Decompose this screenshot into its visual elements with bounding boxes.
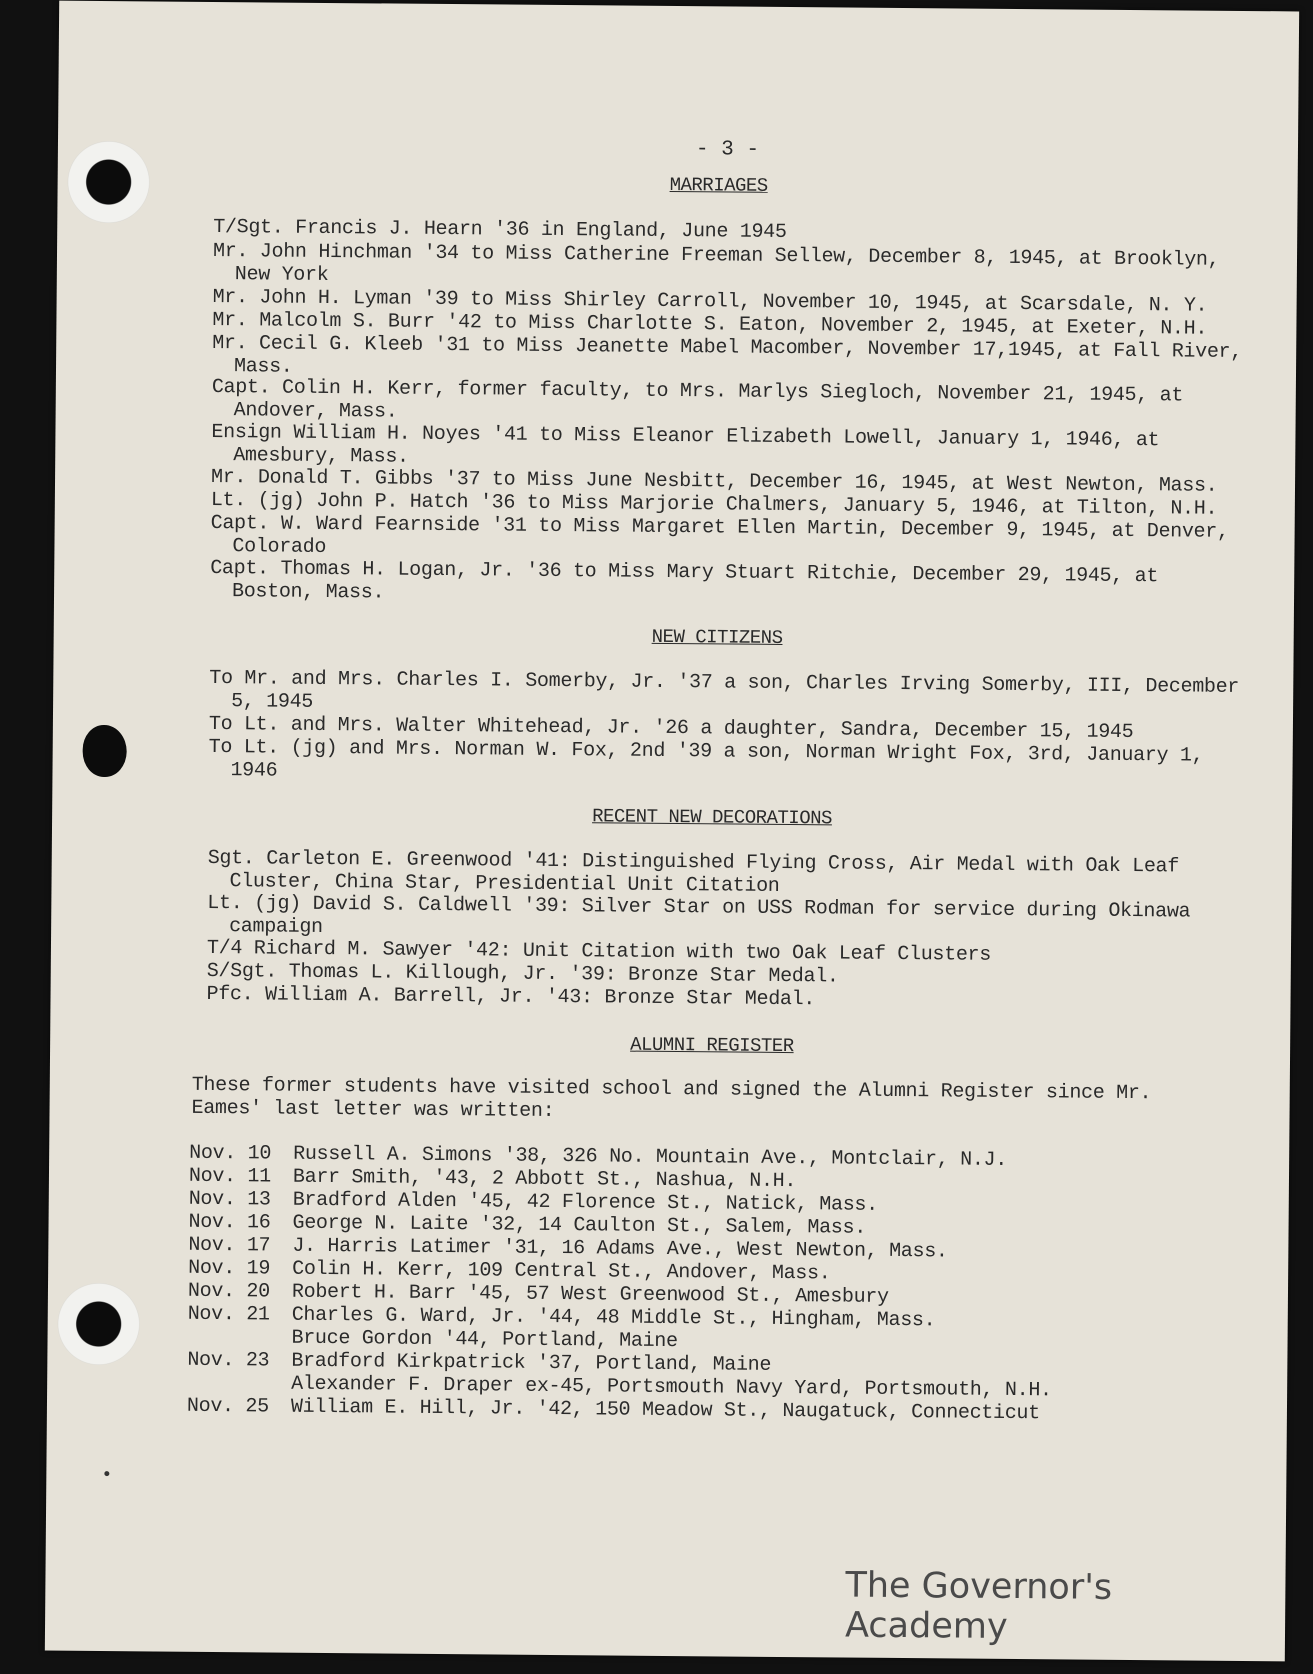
- decorations-heading: RECENT NEW DECORATIONS: [592, 805, 833, 830]
- alumni-register-heading: ALUMNI REGISTER: [630, 1033, 794, 1058]
- marriage-entry: Capt. W. Ward Fearnside '31 to Miss Margaret Ellen Martin, December 9, 1945, at Denver, Colorado: [210, 511, 1241, 559]
- register-text: J. Harris Latimer '31, 16 Adams Ave., West Newton, Mass.: [292, 1234, 948, 1264]
- marriage-entry: Lt. (jg) John P. Hatch '36 to Miss Marjorie Chalmers, January 5, 1946, at Tilton, N.H.: [210, 488, 1218, 521]
- marriage-entry: T/Sgt. Francis J. Hearn '36 in England, June 1945: [213, 215, 787, 244]
- document-page: [45, 1, 1299, 1662]
- register-date: Nov. 16: [188, 1210, 271, 1235]
- register-date: [187, 1388, 291, 1389]
- register-date: Nov. 10: [189, 1141, 272, 1166]
- register-text: Russell A. Simons '38, 326 No. Mountain Ave., Montclair, N.J.: [293, 1142, 1008, 1172]
- register-date: [188, 1342, 292, 1343]
- alumni-register-intro: These former students have visited school and signed the Alumni Register since Mr. Eames' last letter was written:: [191, 1073, 1152, 1123]
- register-text: Bradford Alden '45, 42 Florence St., Natick, Mass.: [292, 1188, 878, 1217]
- marriage-entry: Mr. Cecil G. Kleeb '31 to Miss Jeanette Mabel Macomber, November 17,1945, at Fall River, Mass.: [212, 331, 1254, 379]
- decoration-entry: Pfc. William A. Barrell, Jr. '43: Bronze Star Medal.: [206, 982, 816, 1012]
- register-date: Nov. 25: [186, 1394, 269, 1419]
- register-text: Robert H. Barr '45, 57 West Greenwood St., Amesbury: [291, 1280, 889, 1309]
- marriage-entry: Capt. Thomas H. Logan, Jr. '36 to Miss Mary Stuart Ritchie, December 29, 1945, at Boston, Mass.: [210, 556, 1170, 605]
- register-text: George N. Laite '32, 14 Caulton St., Salem, Mass.: [292, 1211, 867, 1240]
- register-date: Nov. 11: [188, 1164, 271, 1189]
- register-text: Bruce Gordon '44, Portland, Maine: [291, 1326, 678, 1354]
- new-citizens-heading: NEW CITIZENS: [651, 625, 783, 649]
- register-date: Nov. 23: [187, 1348, 270, 1373]
- speck: [104, 1471, 109, 1476]
- register-text: Alexander F. Draper ex-45, Portsmouth Navy Yard, Portsmouth, N.H.: [291, 1372, 1052, 1403]
- decoration-entry: Sgt. Carleton E. Greenwood '41: Distinguished Flying Cross, Air Medal with Oak Leaf Cluster, China Star, Presidential Unit Citation: [207, 846, 1191, 898]
- decoration-entry: Lt. (jg) David S. Caldwell '39: Silver Star on USS Rodman for service during Okinawa campaign: [207, 891, 1203, 939]
- punch-hole: [67, 141, 150, 224]
- marriage-entry: Ensign William H. Noyes '41 to Miss Eleanor Elizabeth Lowell, January 1, 1946, at Amesbury, Mass.: [211, 420, 1172, 469]
- watermark-text: The Governor's Academy: [844, 1565, 1113, 1647]
- register-date: Nov. 17: [188, 1233, 271, 1258]
- typed-content: [145, 1, 1254, 1610]
- page-number: - 3 -: [695, 138, 760, 162]
- citizen-entry: To Lt. (jg) and Mrs. Norman W. Fox, 2nd '39 a son, Norman Wright Fox, 3rd, January 1, 1946: [208, 735, 1216, 783]
- register-date: Nov. 21: [187, 1302, 270, 1327]
- register-date: Nov. 20: [187, 1279, 270, 1304]
- decoration-entry: T/4 Richard M. Sawyer '42: Unit Citation with two Oak Leaf Clusters: [206, 936, 992, 967]
- register-text: William E. Hill, Jr. '42, 150 Meadow St., Naugatuck, Connecticut: [290, 1395, 1040, 1426]
- register-text: Colin H. Kerr, 109 Central St., Andover, Mass.: [292, 1257, 831, 1286]
- decoration-entry: S/Sgt. Thomas L. Killough, Jr. '39: Bronze Star Medal.: [206, 959, 839, 989]
- register-text: Charles G. Ward, Jr. '44, 48 Middle St., Hingham, Mass.: [291, 1303, 936, 1333]
- marriage-entry: Mr. Donald T. Gibbs '37 to Miss June Nesbitt, December 16, 1945, at West Newton, Mass.: [210, 465, 1218, 498]
- citizen-entry: To Mr. and Mrs. Charles I. Somerby, Jr. '37 a son, Charles Irving Somerby, III, December 5, 1945: [209, 666, 1251, 714]
- register-date: Nov. 19: [188, 1256, 271, 1281]
- register-date: Nov. 13: [188, 1187, 271, 1212]
- marriage-entry: Mr. John Hinchman '34 to Miss Catherine Freeman Sellew, December 8, 1945, at Brooklyn, New York: [212, 239, 1232, 287]
- citizen-entry: To Lt. and Mrs. Walter Whitehead, Jr. '26 a daughter, Sandra, December 15, 1945: [208, 712, 1134, 745]
- marriages-heading: MARRIAGES: [669, 173, 768, 197]
- marriage-entry: Mr. John H. Lyman '39 to Miss Shirley Carroll, November 10, 1945, at Scarsdale, N. Y.: [212, 285, 1208, 318]
- register-text: Bradford Kirkpatrick '37, Portland, Maine: [291, 1349, 772, 1377]
- marriage-entry: Mr. Malcolm S. Burr '42 to Miss Charlotte S. Eaton, November 2, 1945, at Exeter, N.H.: [212, 308, 1208, 341]
- punch-hole: [57, 1283, 140, 1366]
- punch-hole: [82, 725, 126, 777]
- register-text: Barr Smith, '43, 2 Abbott St., Nashua, N.H.: [292, 1165, 797, 1194]
- marriage-entry: Capt. Colin H. Kerr, former faculty, to Mrs. Marlys Siegloch, November 21, 1945, at Andover, Mass.: [211, 375, 1195, 424]
